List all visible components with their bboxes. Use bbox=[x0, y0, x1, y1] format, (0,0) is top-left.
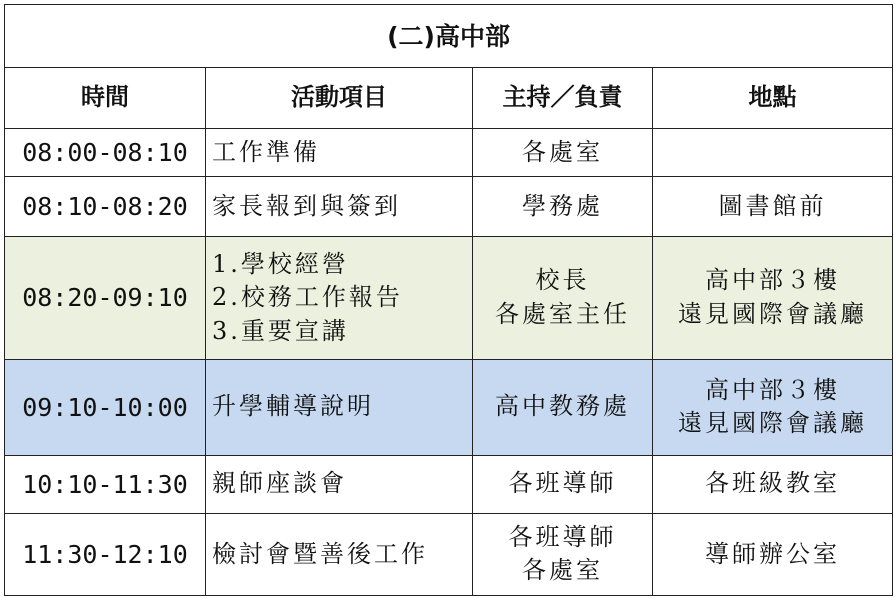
time-cell: 08:00-08:10 bbox=[5, 129, 206, 177]
header-location: 地點 bbox=[653, 68, 893, 129]
location-cell bbox=[653, 129, 893, 177]
host-cell bbox=[473, 237, 653, 359]
time-cell: 10:10-11:30 bbox=[5, 455, 206, 513]
activity-line: 工作準備 bbox=[212, 137, 320, 166]
time-cell: 09:10-10:00 bbox=[5, 359, 206, 455]
location-cell bbox=[653, 513, 893, 595]
activity-cell bbox=[206, 177, 473, 237]
host-line: 學務處 bbox=[522, 192, 603, 221]
time-cell: 08:20-09:10 bbox=[5, 237, 206, 359]
activity-cell bbox=[206, 455, 473, 513]
table-row bbox=[5, 237, 893, 359]
location-line: 各班級教室 bbox=[705, 469, 841, 498]
host-line: 高中教務處 bbox=[495, 392, 630, 421]
location-line: 導師辦公室 bbox=[705, 539, 841, 568]
location-line: 遠見國際會議廳 bbox=[678, 299, 868, 328]
location-cell bbox=[653, 359, 893, 455]
host-line: 各處室 bbox=[522, 556, 603, 585]
activity-line: 3.重要宣講 bbox=[212, 316, 349, 345]
activity-line: 檢討會暨善後工作 bbox=[212, 539, 428, 568]
time-cell: 11:30-12:10 bbox=[5, 513, 206, 595]
table-row bbox=[5, 177, 893, 237]
location-line: 遠見國際會議廳 bbox=[678, 409, 868, 438]
activity-cell bbox=[206, 513, 473, 595]
activity-cell bbox=[206, 237, 473, 359]
host-cell bbox=[473, 177, 653, 237]
host-line: 各班導師 bbox=[508, 522, 617, 551]
location-line: 高中部３樓 bbox=[705, 266, 841, 295]
host-cell bbox=[473, 455, 653, 513]
host-line: 校長 bbox=[535, 266, 590, 295]
location-cell bbox=[653, 177, 893, 237]
host-cell bbox=[473, 129, 653, 177]
time-cell: 08:10-08:20 bbox=[5, 177, 206, 237]
activity-line: 1.學校經營 bbox=[212, 249, 349, 278]
location-cell bbox=[653, 237, 893, 359]
host-line: 各處室主任 bbox=[495, 299, 630, 328]
host-line: 各班導師 bbox=[508, 469, 617, 498]
host-line: 各處室 bbox=[522, 137, 603, 166]
table-row bbox=[5, 359, 893, 455]
activity-line: 升學輔導說明 bbox=[212, 392, 374, 421]
activity-cell bbox=[206, 129, 473, 177]
activity-cell bbox=[206, 359, 473, 455]
activity-line: 2.校務工作報告 bbox=[212, 283, 403, 312]
location-line: 高中部３樓 bbox=[705, 375, 841, 404]
header-activity: 活動項目 bbox=[206, 68, 473, 129]
activity-line: 親師座談會 bbox=[212, 469, 347, 498]
table-row bbox=[5, 513, 893, 595]
table-row bbox=[5, 129, 893, 177]
location-cell bbox=[653, 455, 893, 513]
host-cell bbox=[473, 513, 653, 595]
table-title: (二)高中部 bbox=[5, 5, 893, 68]
header-host: 主持／負責 bbox=[473, 68, 653, 129]
location-line: 圖書館前 bbox=[718, 192, 827, 221]
host-cell bbox=[473, 359, 653, 455]
header-time: 時間 bbox=[5, 68, 206, 129]
activity-line: 家長報到與簽到 bbox=[212, 192, 401, 221]
schedule-table bbox=[4, 4, 893, 596]
table-row bbox=[5, 455, 893, 513]
